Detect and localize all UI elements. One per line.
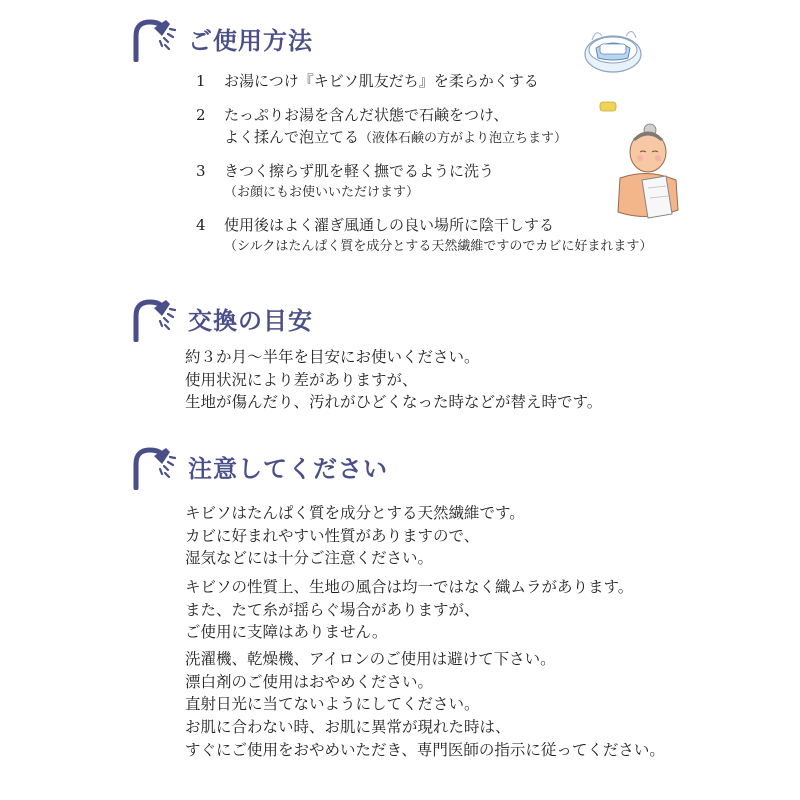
- person-bathing-illustration: [612, 118, 692, 228]
- caution-line: すぐにご使用をおやめいただき、専門医師の指示に従ってください。: [185, 740, 665, 759]
- replace-line: 生地が傷んだり、汚れがひどくなった時などが替え時です。: [185, 393, 603, 411]
- step-text: きつく擦らず肌を軽く撫でるように洗う: [224, 162, 495, 180]
- caution-line: キビソの性質上、生地の風合は均一ではなく織ムラがあります。: [185, 578, 634, 596]
- section-title-caution: 注意してください: [188, 454, 388, 483]
- shower-head-icon: [128, 442, 176, 490]
- usage-step-4: [196, 214, 676, 260]
- step-number: 2: [196, 106, 206, 124]
- caution-line: 直射日光に当てないようにしてください。: [185, 695, 480, 713]
- step-note: （シルクはたんぱく質を成分とする天然繊維ですのでカビに好まれます）: [224, 239, 653, 254]
- heading-caution: [128, 442, 388, 490]
- heading-replace: [128, 294, 313, 342]
- caution-line: また、たて糸が揺らぐ場合がありますが、: [185, 600, 480, 619]
- step-note: （お顔にもお使いいただけます）: [224, 185, 420, 200]
- caution-paragraph-2: [185, 576, 633, 644]
- caution-paragraph-4: [185, 716, 665, 761]
- caution-line: 漂白剤のご使用はおやめください。: [185, 672, 434, 691]
- replace-line: 約３か月〜半年を目安にお使いください。: [185, 348, 480, 366]
- step-number: 1: [196, 72, 206, 90]
- section-title-usage: ご使用方法: [188, 26, 313, 55]
- step-text: よく揉んで泡立てる: [224, 128, 360, 146]
- replace-line: 使用状況により差がありますが、: [185, 370, 418, 389]
- caution-line: お肌に合わない時、お肌に異常が現れた時は、: [185, 718, 511, 736]
- usage-step-1: [196, 70, 616, 94]
- step-note: （液体石鹸の方がより泡立ちます）: [359, 131, 568, 146]
- usage-step-3: [196, 160, 616, 206]
- step-number: 3: [196, 162, 206, 180]
- replace-text: [185, 346, 602, 414]
- bath-tub-illustration: [578, 14, 648, 114]
- shower-head-icon: [128, 14, 176, 62]
- caution-paragraph-3: [185, 648, 556, 716]
- section-title-replace: 交換の目安: [188, 306, 313, 335]
- caution-line: カビに好まれやすい性質がありますので、: [185, 526, 480, 545]
- usage-step-2: [196, 104, 636, 150]
- caution-line: キビソはたんぱく質を成分とする天然繊維です。: [185, 504, 525, 522]
- step-number: 4: [196, 216, 206, 234]
- shower-head-icon: [128, 294, 176, 342]
- step-text: 使用後はよく濯ぎ風通しの良い場所に陰干しする: [224, 216, 555, 234]
- caution-line: 洗濯機、乾燥機、アイロンのご使用は避けて下さい。: [185, 650, 556, 668]
- caution-line: ご使用に支障はありません。: [185, 623, 388, 641]
- step-text: たっぷりお湯を含んだ状態で石鹸をつけ、: [224, 106, 509, 124]
- step-text: お湯につけ『キビソ肌友だち』を柔らかくする: [224, 72, 539, 90]
- caution-line: 湿気などには十分ご注意ください。: [185, 549, 434, 567]
- caution-paragraph-1: [185, 502, 525, 570]
- heading-usage: [128, 14, 313, 62]
